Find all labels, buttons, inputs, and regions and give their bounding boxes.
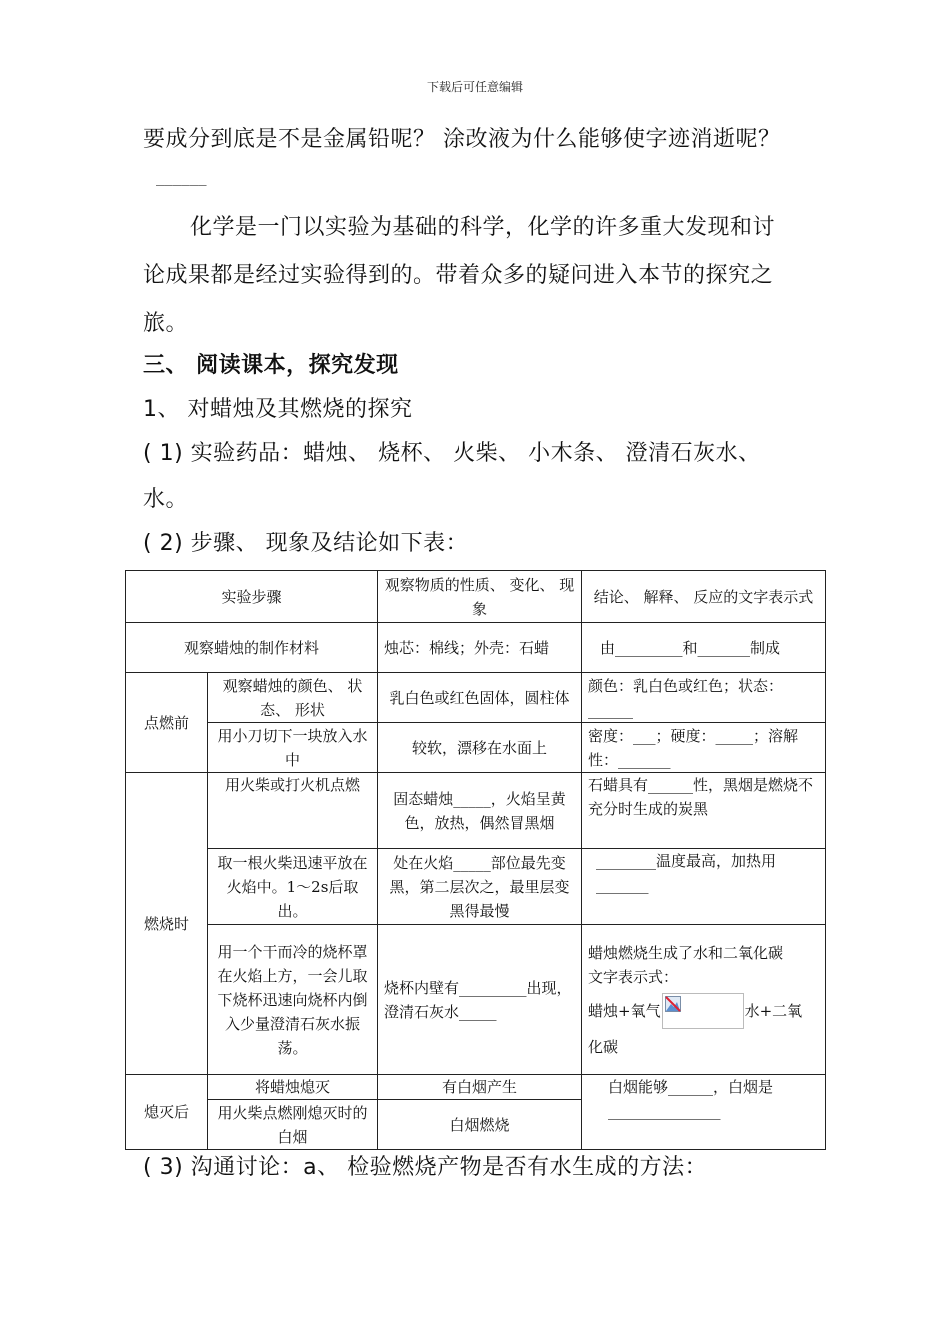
table-cell: 烛芯：棉线；外壳：石蜡: [378, 623, 582, 673]
table-cell: 处在火焰_____部位最先变黑，第二层次之，最里层变黑得最慢: [378, 849, 582, 925]
table-cell: ________温度最高，加热用_______: [582, 849, 826, 925]
table-cell: 将蜡烛熄灭: [208, 1075, 378, 1100]
table-row: [126, 723, 826, 773]
text-line: 水。: [143, 487, 189, 512]
table-cell: 固态蜡烛_____，火焰呈黄色，放热，偶然冒黑烟: [378, 773, 582, 849]
text-line: 要成分到底是不是金属铅呢？ 涂改液为什么能够使字迹消逝呢？: [143, 127, 781, 152]
table-cell: 白烟能够______，白烟是_______________: [582, 1075, 826, 1150]
table-cell: 颜色：乳白色或红色；状态：______: [582, 673, 826, 723]
table-cell: 烧杯内壁有_________出现，澄清石灰水_____: [378, 925, 582, 1075]
table-cell: 用火柴或打火机点燃: [208, 773, 378, 849]
page-header: 下载后可任意编辑: [426, 80, 523, 94]
table-row: [126, 773, 826, 849]
table-cell: 用火柴点燃刚熄灭时的白烟: [208, 1100, 378, 1150]
header-cell: 实验步骤: [126, 571, 378, 623]
table-row: [126, 673, 826, 723]
table-row: [126, 1075, 826, 1100]
text-line: ( 1) 实验药品：蜡烛、 烧杯、 火柴、 小木条、 澄清石灰水、: [143, 441, 761, 466]
table-row: [126, 623, 826, 673]
subsection-heading: 1、 对蜡烛及其燃烧的探究: [143, 397, 413, 422]
text-line: ( 2) 步骤、 现象及结论如下表：: [143, 531, 469, 556]
conclusion-text: 文字表示式：: [588, 967, 679, 986]
group-cell: 点燃前: [126, 673, 208, 773]
table-cell: 较软，漂移在水面上: [378, 723, 582, 773]
group-cell: 熄灭后: [126, 1075, 208, 1150]
section-heading: 三、 阅读课本，探究发现: [143, 353, 399, 378]
table-row: [126, 925, 826, 1075]
formula-cell: [582, 925, 826, 1075]
broken-image-placeholder: [662, 993, 744, 1029]
table-cell: 用一个干而冷的烧杯罩在火焰上方，一会儿取下烧杯迅速向烧杯内倒入少量澄清石灰水振荡。: [208, 925, 378, 1075]
table-cell: 观察蜡烛的颜色、 状态、 形状: [208, 673, 378, 723]
table-cell: 石蜡具有______性，黑烟是燃烧不充分时生成的炭黑: [582, 773, 826, 849]
equation-tail: 化碳: [588, 1037, 619, 1056]
broken-image-icon: [665, 996, 681, 1012]
table-cell: 观察蜡烛的制作材料: [126, 623, 378, 673]
group-cell: 燃烧时: [126, 773, 208, 1075]
word-equation: [588, 993, 819, 1029]
table-cell: 用小刀切下一块放入水中: [208, 723, 378, 773]
table-cell: 密度：___；硬度：_____；溶解性：_______: [582, 723, 826, 773]
paragraph-line: 化学是一门以实验为基础的科学，化学的许多重大发现和讨: [190, 215, 776, 240]
table-row: [126, 849, 826, 925]
conclusion-text: 蜡烛燃烧生成了水和二氧化碳: [588, 943, 784, 962]
table-cell: 白烟燃烧: [378, 1100, 582, 1150]
header-cell: 结论、 解释、 反应的文字表示式: [582, 571, 826, 623]
table-cell: 取一根火柴迅速平放在火焰中。1～2s后取出。: [208, 849, 378, 925]
equation-products: 水+二氧: [744, 1001, 803, 1020]
paragraph-line: 论成果都是经过实验得到的。带着众多的疑问进入本节的探究之: [143, 263, 774, 288]
header-cell: 观察物质的性质、 变化、 现象: [378, 571, 582, 623]
paragraph-line: 旅。: [143, 311, 189, 336]
equation-reactants: 蜡烛+氧气: [588, 1001, 661, 1020]
dash-line: ______: [156, 170, 207, 186]
table-cell: 有白烟产生: [378, 1075, 582, 1100]
text-line: ( 3) 沟通讨论：a、 检验燃烧产物是否有水生成的方法：: [143, 1155, 708, 1180]
table-cell: 由_________和_______制成: [582, 623, 826, 673]
table-row: [126, 571, 826, 623]
table-cell: 乳白色或红色固体，圆柱体: [378, 673, 582, 723]
experiment-table: [125, 570, 826, 1150]
